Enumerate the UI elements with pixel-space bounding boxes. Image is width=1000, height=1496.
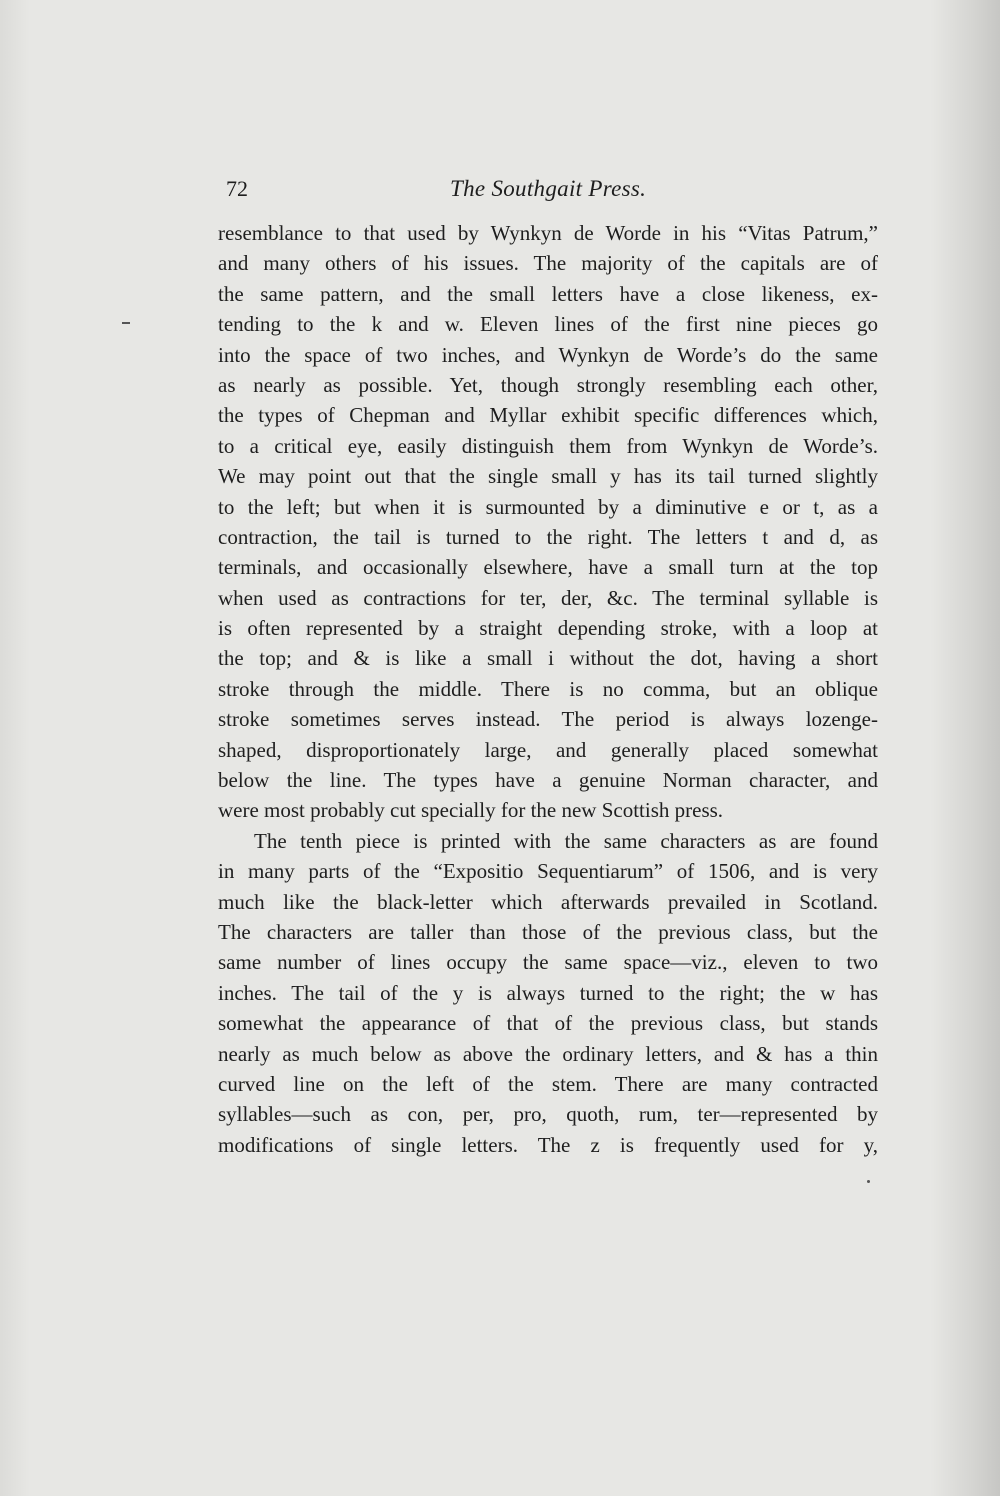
body-text bbox=[218, 218, 878, 1160]
text-line: and many others of his issues. The majority of the capitals are of bbox=[218, 251, 878, 276]
text-line: stroke sometimes serves instead. The period is always lozenge- bbox=[218, 707, 878, 732]
text-line: tending to the k and w. Eleven lines of the first nine pieces go bbox=[218, 312, 878, 337]
text-line: to the left; but when it is surmounted by a diminutive e or t, as a bbox=[218, 494, 878, 519]
text-line: modifications of single letters. The z is frequently used for y, bbox=[218, 1132, 878, 1157]
text-line: as nearly as possible. Yet, though strongly resembling each other, bbox=[218, 372, 878, 397]
text-line: into the space of two inches, and Wynkyn de Worde’s do the same bbox=[218, 342, 878, 367]
text-line: The tenth piece is printed with the same characters as are found bbox=[254, 828, 878, 853]
text-line: inches. The tail of the y is always turned to the right; the w has bbox=[218, 980, 878, 1005]
text-line: shaped, disproportionately large, and generally placed somewhat bbox=[218, 737, 878, 762]
text-line: were most probably cut specially for the new Scottish press. bbox=[218, 798, 724, 823]
text-line: nearly as much below as above the ordinary letters, and & has a thin bbox=[218, 1041, 878, 1066]
page-edge-shadow-right bbox=[930, 0, 1000, 1496]
text-line: to a critical eye, easily distinguish them from Wynkyn de Worde’s. bbox=[218, 433, 878, 458]
page-edge-shadow-left bbox=[0, 0, 30, 1496]
text-line: much like the black-letter which afterwards prevailed in Scotland. bbox=[218, 889, 878, 914]
text-line: when used as contractions for ter, der, &c. The terminal syllable is bbox=[218, 585, 878, 610]
text-line: stroke through the middle. There is no comma, but an oblique bbox=[218, 676, 878, 701]
text-line: in many parts of the “Expositio Sequentiarum” of 1506, and is very bbox=[218, 859, 878, 884]
text-line: the top; and & is like a small i without the dot, having a short bbox=[218, 646, 878, 671]
running-title: The Southgait Press. bbox=[450, 176, 647, 201]
text-line: curved line on the left of the stem. There are many contracted bbox=[218, 1071, 878, 1096]
text-line: terminals, and occasionally elsewhere, have a small turn at the top bbox=[218, 555, 878, 580]
text-line: The characters are taller than those of the previous class, but the bbox=[218, 919, 878, 944]
margin-mark bbox=[122, 322, 130, 324]
text-line: is often represented by a straight depending stroke, with a loop at bbox=[218, 616, 878, 641]
text-line: below the line. The types have a genuine Norman character, and bbox=[218, 768, 878, 793]
text-line: the types of Chepman and Myllar exhibit specific differences which, bbox=[218, 403, 878, 428]
text-line: somewhat the appearance of that of the previous class, but stands bbox=[218, 1011, 878, 1036]
margin-dot bbox=[867, 1180, 870, 1183]
text-line: syllables—such as con, per, pro, quoth, rum, ter—represented by bbox=[218, 1102, 878, 1127]
text-line: contraction, the tail is turned to the right. The letters t and d, as bbox=[218, 524, 878, 549]
page-number: 72 bbox=[226, 176, 248, 201]
running-header bbox=[226, 176, 906, 210]
text-line: same number of lines occupy the same space—viz., eleven to two bbox=[218, 950, 878, 975]
text-line: resemblance to that used by Wynkyn de Worde in his “Vitas Patrum,” bbox=[218, 221, 878, 245]
text-line: the same pattern, and the small letters have a close likeness, ex- bbox=[218, 281, 878, 306]
text-line: We may point out that the single small y has its tail turned slightly bbox=[218, 464, 878, 489]
